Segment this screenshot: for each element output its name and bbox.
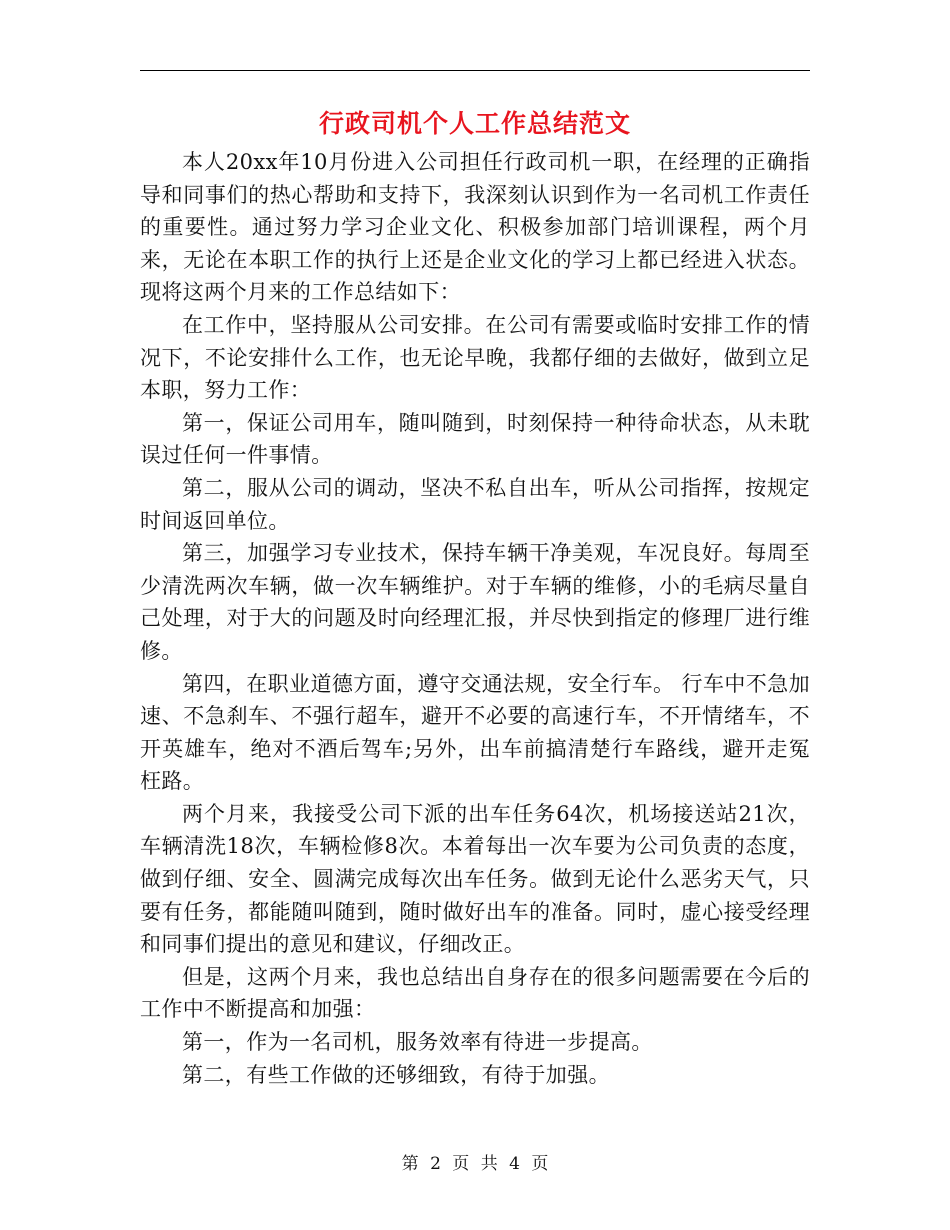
header-rule [140,70,810,71]
paragraph: 第三，加强学习专业技术，保持车辆干净美观，车况良好。每周至少清洗两次车辆，做一次车辆维护。对于车辆的维修，小的毛病尽量自己处理，对于大的问题及时向经理汇报，并尽快到指定的修理厂进行维修。 [140,541,810,663]
document-body [140,146,810,1091]
paragraph: 两个月来，我接受公司下派的出车任务64次，机场接送站21次，车辆清洗18次，车辆检修8次。本着每出一次车要为公司负责的态度，做到仔细、安全、圆满完成每次出车任务。做到无论什么恶劣天气，只要有任务，都能随叫随到，随时做好出车的准备。同时，虚心接受经理和同事们提出的意见和建议，仔细改正。 [140,801,810,957]
paragraph: 在工作中，坚持服从公司安排。在公司有需要或临时安排工作的情况下，不论安排什么工作，也无论早晚，我都仔细的去做好，做到立足本职，努力工作： [140,312,810,403]
page-number-footer: 第 2 页 共 4 页 [401,1154,549,1174]
paragraph: 本人20xx年10月份进入公司担任行政司机一职，在经理的正确指导和同事们的热心帮助和支持下，我深刻认识到作为一名司机工作责任的重要性。通过努力学习企业文化、积极参加部门培训课程，两个月来，无论在本职工作的执行上还是企业文化的学习上都已经进入状态。现将这两个月来的工作总结如下： [140,150,810,305]
paragraph: 第四，在职业道德方面，遵守交通法规，安全行车。 行车中不急加速、不急刹车、不强行超车，避开不必要的高速行车，不开情绪车，不开英雄车，绝对不酒后驾车;另外，出车前搞清楚行车路线，避开走冤枉路。 [140,671,810,794]
paragraph: 但是，这两个月来，我也总结出自身存在的很多问题需要在今后的工作中不断提高和加强： [140,964,810,1022]
paragraph: 第一，保证公司用车，随叫随到，时刻保持一种待命状态，从未耽误过任何一件事情。 [140,410,810,468]
paragraph: 第二，服从公司的调动，坚决不私自出车，听从公司指挥，按规定时间返回单位。 [140,475,810,533]
document-title: 行政司机个人工作总结范文 [318,109,631,138]
paragraph: 第二，有些工作做的还够细致，有待于加强。 [182,1062,610,1087]
paragraph: 第一，作为一名司机，服务效率有待进一步提高。 [182,1030,653,1055]
